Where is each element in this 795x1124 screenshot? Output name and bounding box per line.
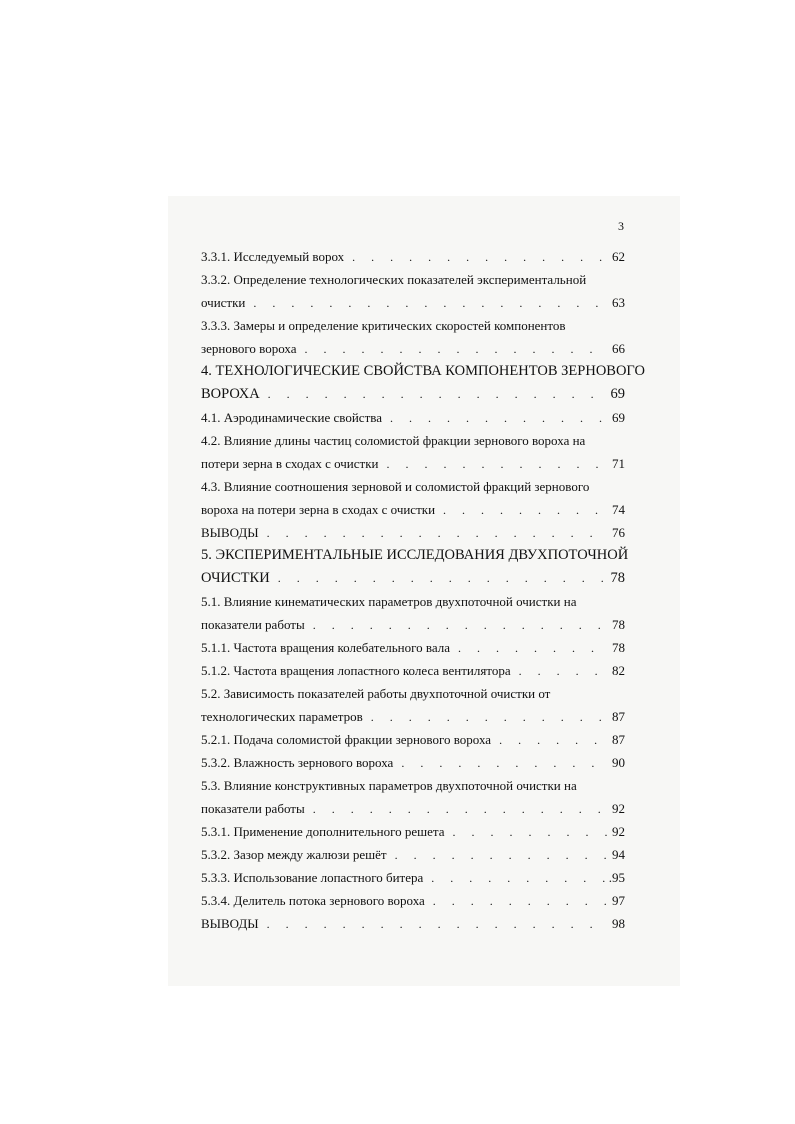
toc-entry-title: очистки (201, 295, 246, 310)
toc-entry-title: 4.3. Влияние соотношения зерновой и соломистой фракций зернового (201, 479, 590, 494)
toc-entry (201, 544, 629, 567)
toc-entry-title: 5.3.2. Зазор между жалюзи решёт (201, 847, 387, 862)
toc-page-number: .95 (608, 870, 625, 885)
toc-page-number: 82 (612, 663, 625, 678)
toc-entry (201, 820, 625, 843)
toc-entry (201, 291, 625, 314)
toc-dot-leader (433, 890, 607, 913)
toc-entry (201, 383, 625, 406)
toc-entry-title: вороха на потери зерна в сходах с очистки (201, 502, 436, 517)
toc-entry (201, 843, 625, 866)
toc-dot-leader (313, 614, 607, 637)
toc-entry-title: ВЫВОДЫ (201, 916, 259, 931)
toc-dot-leader (268, 383, 607, 406)
toc-page-number: 98 (612, 916, 625, 931)
toc-entry-title: 3.3.2. Определение технологических показателей экспериментальной (201, 272, 587, 287)
toc-entry-title: показатели работы (201, 617, 305, 632)
toc-entry (201, 268, 625, 291)
table-of-contents (201, 245, 645, 935)
toc-dot-leader (352, 246, 607, 269)
toc-entry (201, 245, 625, 268)
toc-entry-title: 3.3.3. Замеры и определение критических скоростей компонентов (201, 318, 566, 333)
toc-dot-leader (519, 660, 607, 683)
toc-entry-title: технологических параметров (201, 709, 363, 724)
toc-entry (201, 866, 625, 889)
toc-dot-leader (443, 499, 607, 522)
toc-page-number: 66 (612, 341, 625, 356)
toc-entry (201, 475, 625, 498)
page-number: 3 (618, 219, 624, 233)
toc-dot-leader (267, 522, 607, 545)
toc-entry (201, 521, 625, 544)
toc-dot-leader (453, 821, 607, 844)
toc-page-number: 62 (612, 249, 625, 264)
toc-entry-title: 5.3.3. Использование лопастного битера (201, 870, 424, 885)
toc-entry-title: 3.3.1. Исследуемый ворох (201, 249, 345, 264)
toc-dot-leader (371, 706, 607, 729)
toc-entry-title: ВОРОХА (201, 386, 260, 402)
toc-entry-title: потери зерна в сходах с очистки (201, 456, 379, 471)
toc-entry-title: 4.1. Аэродинамические свойства (201, 410, 382, 425)
toc-entry (201, 797, 625, 820)
toc-entry-title: ВЫВОДЫ (201, 525, 259, 540)
toc-entry-title: ОЧИСТКИ (201, 570, 270, 586)
toc-entry-title: 5.1.2. Частота вращения лопастного колеса вентилятора (201, 663, 511, 678)
toc-entry (201, 636, 625, 659)
toc-entry (201, 682, 625, 705)
toc-entry (201, 590, 625, 613)
toc-entry (201, 774, 625, 797)
toc-page-number: 69 (610, 386, 625, 402)
toc-page-number: 63 (612, 295, 625, 310)
toc-page-number: 78 (612, 640, 625, 655)
toc-entry (201, 337, 625, 360)
toc-page-number: 90 (612, 755, 625, 770)
toc-dot-leader (458, 637, 607, 660)
toc-entry-title: зернового вороха (201, 341, 297, 356)
toc-entry-title: 5.3.2. Влажность зернового вороха (201, 755, 394, 770)
toc-page-number: 94 (612, 847, 625, 862)
toc-dot-leader (253, 292, 607, 315)
toc-dot-leader (395, 844, 607, 867)
toc-dot-leader (431, 867, 604, 890)
toc-entry (201, 567, 625, 590)
toc-entry (201, 659, 625, 682)
toc-dot-leader (305, 338, 608, 361)
toc-entry (201, 889, 625, 912)
toc-entry-title: 5.1. Влияние кинематических параметров двухпоточной очистки на (201, 594, 577, 609)
toc-entry (201, 751, 625, 774)
toc-entry-title: 5.3.4. Делитель потока зернового вороха (201, 893, 425, 908)
toc-entry-title: показатели работы (201, 801, 305, 816)
toc-entry (201, 452, 625, 475)
toc-entry (201, 613, 625, 636)
toc-entry-title: 4.2. Влияние длины частиц соломистой фракции зернового вороха на (201, 433, 586, 448)
toc-entry-title: 5.2.1. Подача соломистой фракции зернового вороха (201, 732, 492, 747)
toc-entry (201, 406, 625, 429)
toc-page-number: 74 (612, 502, 625, 517)
toc-page-number: 87 (612, 732, 625, 747)
toc-page-number: 97 (612, 893, 625, 908)
toc-page-number: 71 (612, 456, 625, 471)
toc-page-number: 92 (612, 824, 625, 839)
toc-dot-leader (499, 729, 607, 752)
toc-dot-leader (278, 567, 607, 590)
toc-entry (201, 314, 625, 337)
toc-entry-title: 5.1.1. Частота вращения колебательного вала (201, 640, 450, 655)
toc-dot-leader (386, 453, 607, 476)
toc-entry-title: 5.3.1. Применение дополнительного решета (201, 824, 445, 839)
toc-entry-title: 5.3. Влияние конструктивных параметров двухпоточной очистки на (201, 778, 577, 793)
toc-entry-title: 5.2. Зависимость показателей работы двухпоточной очистки от (201, 686, 551, 701)
toc-page-number: 76 (612, 525, 625, 540)
toc-entry (201, 360, 645, 383)
toc-entry-title: 5. ЭКСПЕРИМЕНТАЛЬНЫЕ ИССЛЕДОВАНИЯ ДВУХПОТОЧНОЙ (201, 547, 629, 563)
toc-entry (201, 912, 625, 935)
toc-page-number: 78 (612, 617, 625, 632)
toc-dot-leader (401, 752, 607, 775)
toc-dot-leader (267, 913, 607, 936)
toc-entry (201, 498, 625, 521)
toc-page-number: 87 (612, 709, 625, 724)
toc-page-number: 92 (612, 801, 625, 816)
toc-entry (201, 728, 625, 751)
toc-page-number: 78 (610, 570, 625, 586)
toc-entry (201, 429, 625, 452)
toc-dot-leader (313, 798, 607, 821)
toc-entry-title: 4. ТЕХНОЛОГИЧЕСКИЕ СВОЙСТВА КОМПОНЕНТОВ ЗЕРНОВОГО (201, 363, 645, 379)
toc-dot-leader (390, 407, 607, 430)
toc-page-number: 69 (612, 410, 625, 425)
toc-entry (201, 705, 625, 728)
